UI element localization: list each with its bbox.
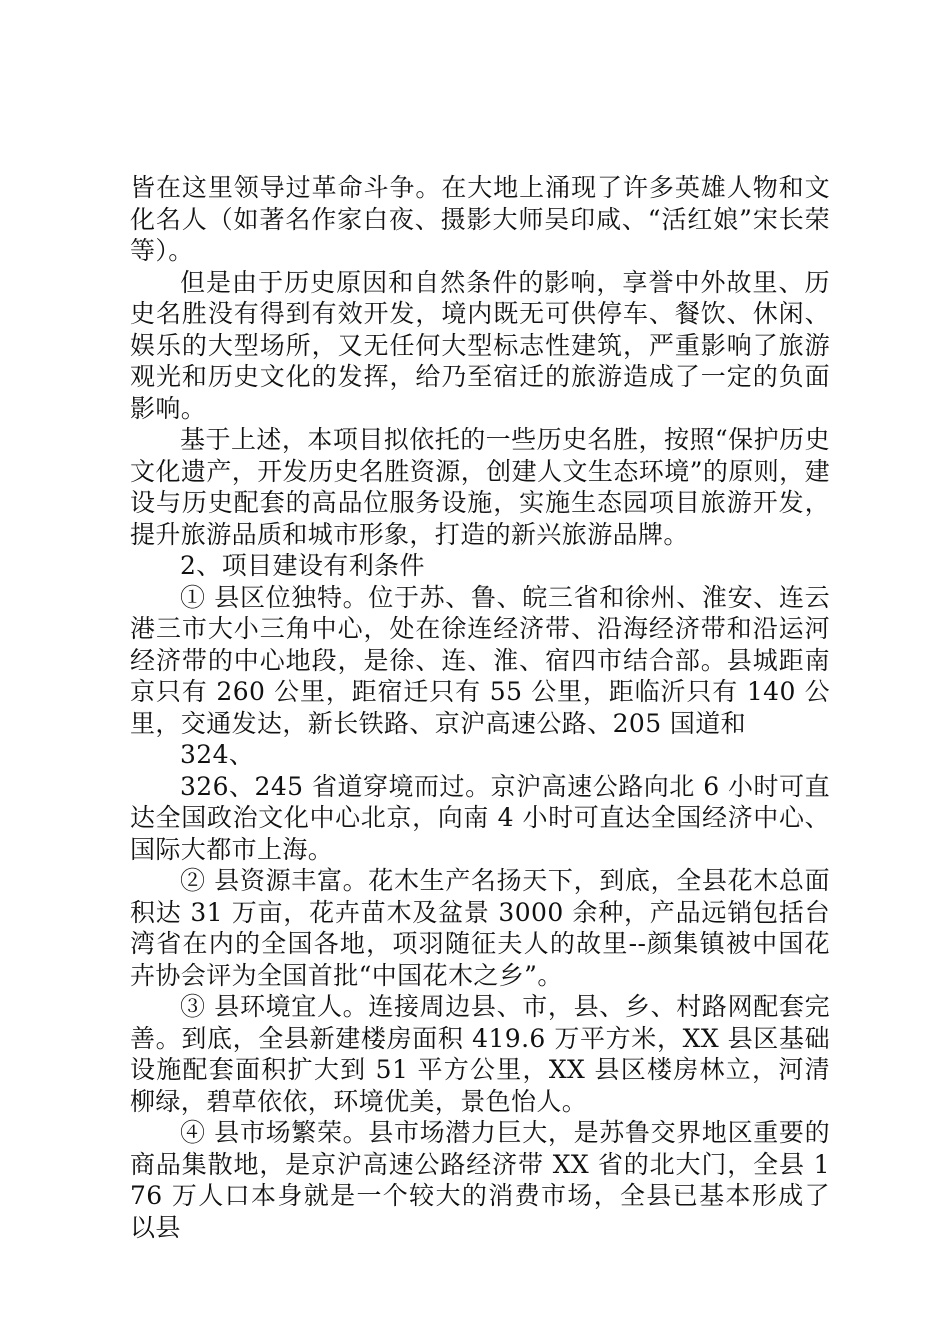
paragraph-road-fragment: 324、	[180, 740, 255, 769]
section-heading: 2、项目建设有利条件	[180, 551, 425, 580]
paragraph-project-basis: 基于上述，本项目拟依托的一些历史名胜，按照“保护历史文化遗产，开发历史名胜资源，创建人文生态环境”的原则，建设与历史配套的高品位服务设施，实施生态园项目旅游开发，提升旅游品质和城市形象，打造的新兴旅游品牌。	[130, 425, 830, 549]
paragraph-roads: 326、245 省道穿境而过。京沪高速公路向北 6 小时可直达全国政治文化中心北京，向南 4 小时可直达全国经济中心、国际大都市上海。	[130, 771, 830, 864]
paragraph-market: ④ 县市场繁荣。县市场潜力巨大，是苏鲁交界地区重要的商品集散地，是京沪高速公路经济带 XX 省的北大门，全县 176 万人口本身就是一个较大的消费市场，全县已基本形成了以县	[130, 1118, 830, 1242]
paragraph-history-issues: 但是由于历史原因和自然条件的影响，享誉中外故里、历史名胜没有得到有效开发，境内既无可供停车、餐饮、休闲、娱乐的大型场所，又无任何大型标志性建筑，严重影响了旅游观光和历史文化的发挥，给乃至宿迁的旅游造成了一定的负面影响。	[130, 267, 830, 423]
paragraph-environment: ③ 县环境宜人。连接周边县、市，县、乡、村路网配套完善。到底，全县新建楼房面积 419.6 万平方米，XX 县区基础设施配套面积扩大到 51 平方公里，XX 县区楼房林立，河清柳绿，碧草依依，环境优美，景色怡人。	[130, 992, 830, 1116]
paragraph-location: ① 县区位独特。位于苏、鲁、皖三省和徐州、淮安、连云港三市大小三角中心，处在徐连经济带、沿海经济带和沿运河经济带的中心地段，是徐、连、淮、宿四市结合部。县城距南京只有 260 公里，距宿迁只有 55 公里，距临沂只有 140 公里，交通发达，新长铁路、京沪高速公路、205 国道和	[130, 582, 830, 738]
paragraph-resources: ② 县资源丰富。花木生产名扬天下，到底，全县花木总面积达 31 万亩，花卉苗木及盆景 3000 余种，产品远销包括台湾省在内的全国各地，项羽随征夫人的故里--颜集镇被中国花卉协会评为全国首批“中国花木之乡”。	[130, 866, 830, 990]
paragraph-continuation: 皆在这里领导过革命斗争。在大地上涌现了许多英雄人物和文化名人（如著名作家白夜、摄影大师吴印咸、“活红娘”宋长荣等）。	[130, 173, 830, 265]
body-text	[130, 172, 830, 1243]
